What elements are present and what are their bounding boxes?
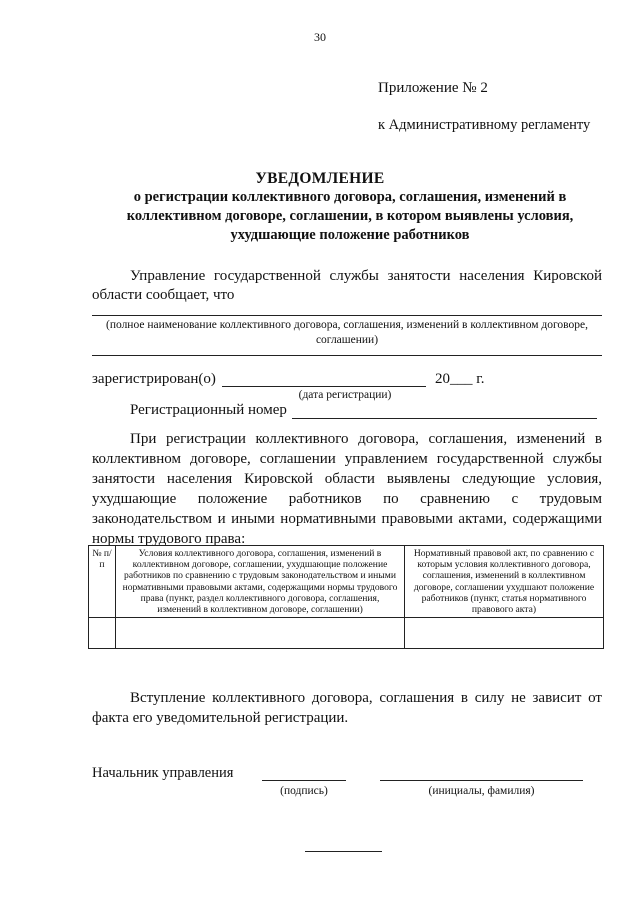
registration-year: 20___ г.	[435, 371, 485, 387]
table-header-row	[89, 546, 604, 618]
table-cell	[405, 618, 604, 649]
footer-rule	[305, 851, 382, 852]
appendix-label: Приложение № 2	[378, 80, 488, 96]
name-hint: (инициалы, фамилия)	[428, 785, 535, 797]
intro-paragraph: Управление государственной службы занятости населения Кировской области сообщает, что	[92, 268, 602, 304]
registered-label: зарегистрирован(о)	[92, 371, 216, 387]
registration-number-label: Регистрационный номер	[130, 402, 287, 418]
agreement-name-hint: (полное наименование коллективного договора, соглашения, изменений в коллективном договоре, соглашении)	[105, 319, 589, 346]
table-cell	[89, 618, 116, 649]
page-number: 30	[314, 30, 326, 44]
agreement-name-line-2	[92, 355, 602, 356]
document-title: УВЕДОМЛЕНИЕ	[255, 170, 385, 187]
header-conditions: Условия коллективного договора, соглашения, изменений в коллективном договоре, соглашении, ухудшающие положение работников по сравнению с трудовым законодательством и иными нормативными правовыми актами, содержащими нормы трудового права (пункт, раздел коллективного договора, соглашения, изменений в коллективном договоре, соглашении)	[116, 546, 405, 618]
conditions-table	[88, 545, 604, 649]
name-line	[380, 780, 583, 781]
appendix-reference: к Административному регламенту	[378, 117, 591, 133]
agreement-name-line	[92, 315, 602, 316]
registration-date-hint: (дата регистрации)	[298, 389, 392, 401]
registration-date-line	[222, 386, 426, 387]
findings-paragraph: При регистрации коллективного договора, соглашения, изменений в коллективном договоре, соглашении управлением государственной службы занятости населения Кировской области выявлены следующие условия, ухудшающие положение работников по сравнению с трудовым законодательством и иными нормативными правовыми актами, содержащими нормы трудового права:	[92, 431, 602, 547]
signature-line	[262, 780, 346, 781]
registration-number-line	[292, 418, 597, 419]
chief-label: Начальник управления	[92, 765, 234, 781]
effect-paragraph: Вступление коллективного договора, соглашения в силу не зависит от факта его уведомительной регистрации.	[92, 690, 602, 726]
header-number: № п/п	[89, 546, 116, 618]
table-cell	[116, 618, 405, 649]
document-subtitle: о регистрации коллективного договора, соглашения, изменений в коллективном договоре, соглашении, в котором выявлены условия, ухудшающие положение работников	[126, 189, 574, 243]
signature-hint: (подпись)	[280, 785, 328, 797]
table-row	[89, 618, 604, 649]
header-legal-act: Нормативный правовой акт, по сравнению с которым условия коллективного договора, соглашения, изменений в коллективном договоре, соглашении ухудшают положение работников (пункт, статья нормативного правового акта)	[405, 546, 604, 618]
